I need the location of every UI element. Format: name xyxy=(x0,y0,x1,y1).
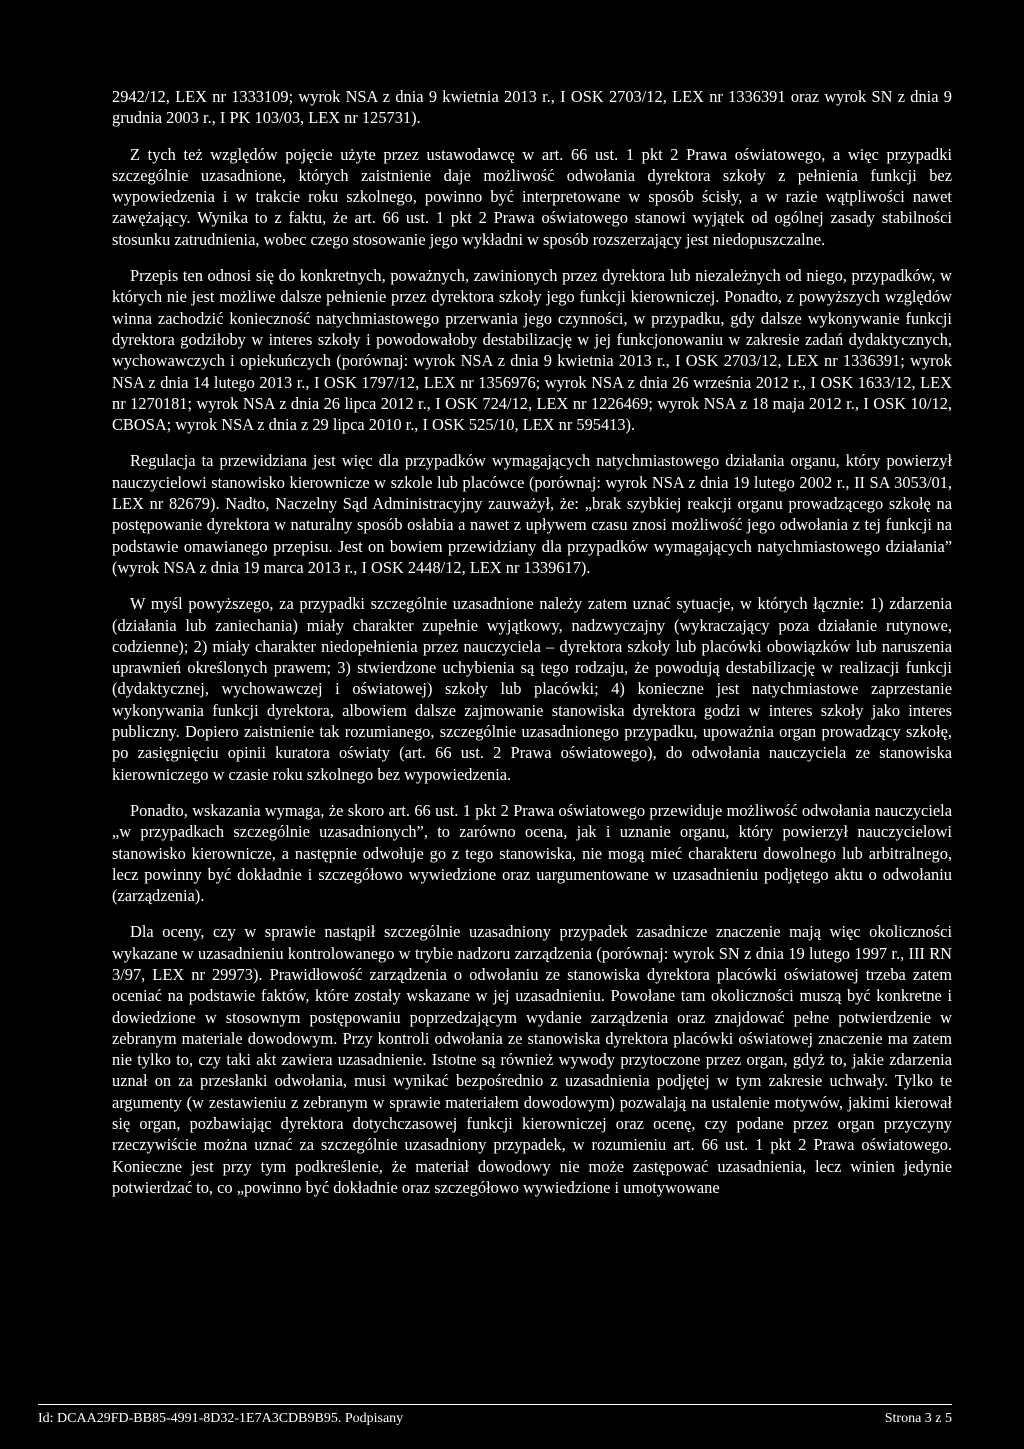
page-number: Strona 3 z 5 xyxy=(884,1411,952,1426)
paragraph-justification: Ponadto, wskazania wymaga, że skoro art. 66 ust. 1 pkt 2 Prawa oświatowego przewiduje możliwość odwołania nauczyciela „w przypadkach szczególnie uzasadnionych”, to zarówno ocena, jak i uznanie organu, który powierzył nauczycielowi stanowisko kierownicze, a następnie odwołuje go z tego stanowiska, nie mogą mieć charakteru dowolnego lub arbitralnego, lecz powinny być dokładnie i szczegółowo wywiedzione oraz uargumentowane w uzasadnieniu podjętego aktu o odwołaniu (zarządzenia). xyxy=(112,800,952,906)
document-id: Id: DCAA29FD-BB85-4991-8D32-1E7A3CDB9B95. Podpisany xyxy=(38,1411,404,1426)
paragraph-continuation: 2942/12, LEX nr 1333109; wyrok NSA z dnia 9 kwietnia 2013 r., I OSK 2703/12, LEX nr 1336391 oraz wyrok SN z dnia 9 grudnia 2003 r., I PK 103/03, LEX nr 125731). xyxy=(112,87,952,128)
paragraph-assessment: Dla oceny, czy w sprawie nastąpił szczególnie uzasadniony przypadek zasadnicze znaczenie mają więc okoliczności wykazane w uzasadnieniu kontrolowanego w trybie nadzoru zarządzenia (porównaj: wyrok SN z dnia 19 lutego 1997 r., III RN 3/97, LEX nr 29973). Prawidłowość zarządzenia o odwołaniu ze stanowiska dyrektora placówki oświatowej trzeba zatem oceniać na podstawie faktów, które zostały wskazane w jej uzasadnieniu. Powołane tam okoliczności muszą być konkretne i dowiedzione w stosownym postępowaniu poprzedzającym wydanie zarządzenia oraz znajdować pełne potwierdzenie w zebranym materiale dowodowym. Przy kontroli odwołania ze stanowiska dyrektora placówki oświatowej znaczenie ma zatem nie tylko to, czy taki akt zawiera uzasadnienie. Istotne są również wywody przytoczone przez organ, gdyż to, jakie zdarzenia uznał on za przesłanki odwołania, musi wynikać bezpośrednio z uzasadnienia podjętej w tym zakresie uchwały. Tylko te argumenty (w zestawieniu z zebranym w sprawie materiałem dowodowym) pozwalają na ustalenie motywów, jakimi kierował się organ, pozbawiając dyrektora dotychczasowej funkcji kierowniczej oraz ocenę, czy podane przez organ przyczyny rzeczywiście można uznać za szczególnie uzasadniony przypadek, w rozumieniu art. 66 ust. 1 pkt 2 Prawa oświatowego. Konieczne jest przy tym podkreślenie, że materiał dowodowy nie może zastępować uzasadnienia, lecz winien jedynie potwierdzać to, co „powinno być dokładnie oraz szczegółowo wywiedzione i umotywowane xyxy=(112,922,952,1197)
paragraph-interpretation: Z tych też względów pojęcie użyte przez ustawodawcę w art. 66 ust. 1 pkt 2 Prawa oświatowego, a więc przypadki szczególnie uzasadnione, których zaistnienie daje możliwość odwołania dyrektora szkoły z pełnienia funkcji bez wypowiedzenia i w trakcie roku szkolnego, powinno być interpretowane w sposób ścisły, a w razie wątpliwości nawet zawężający. Wynika to z faktu, że art. 66 ust. 1 pkt 2 Prawa oświatowego stanowi wyjątek od ogólnej zasady stabilności stosunku zatrudnienia, wobec czego stosowanie jego wykładni w sposób rozszerzający jest niedopuszczalne. xyxy=(112,144,952,249)
document-page xyxy=(112,86,952,1198)
paragraph-conditions: W myśl powyższego, za przypadki szczególnie uzasadnione należy zatem uznać sytuacje, w których łącznie: 1) zdarzenia (działania lub zaniechania) miały charakter zupełnie wyjątkowy, nadzwyczajny (wykraczający poza działanie rutynowe, codzienne); 2) miały charakter niedopełnienia przez nauczyciela – dyrektora szkoły lub placówki obowiązków lub naruszenia uprawnień określonych prawem; 3) stwierdzone uchybienia są tego rodzaju, że powodują destabilizację w realizacji funkcji (dydaktycznej, wychowawczej i oświatowej) szkoły lub placówki; 4) konieczne jest natychmiastowe zaprzestanie wykonywania funkcji dyrektora, albowiem dalsze zajmowanie stanowiska dyrektora godzi w interes szkoły jako interes publiczny. Dopiero zaistnienie tak rozumianego, szczególnie uzasadnionego przypadku, upoważnia organ prowadzący szkołę, po zasięgnięciu opinii kuratora oświaty (art. 66 ust. 2 Prawa oświatowego), do odwołania nauczyciela ze stanowiska kierowniczego w czasie roku szkolnego bez wypowiedzenia. xyxy=(112,594,952,784)
paragraph-regulation: Regulacja ta przewidziana jest więc dla przypadków wymagających natychmiastowego działania organu, który powierzył nauczycielowi stanowisko kierownicze w szkole lub placówce (porównaj: wyrok NSA z dnia 19 lutego 2002 r., II SA 3053/01, LEX nr 82679). Nadto, Naczelny Sąd Administracyjny zauważył, że: „brak szybkiej reakcji organu prowadzącego szkołę na postępowanie dyrektora w naturalny sposób osłabia a nawet z upływem czasu znosi możliwość jego odwołania z tej funkcji na podstawie omawianego przepisu. Jest on bowiem przewidziany dla przypadków wymagających natychmiastowego działania” (wyrok NSA z dnia 19 marca 2013 r., I OSK 2448/12, LEX nr 1339617). xyxy=(112,451,952,577)
footer-divider xyxy=(38,1404,952,1405)
paragraph-scope: Przepis ten odnosi się do konkretnych, poważnych, zawinionych przez dyrektora lub niezależnych od niego, przypadków, w których nie jest możliwe dalsze pełnienie przez dyrektora szkoły jego funkcji kierowniczej. Ponadto, z powyższych względów winna zachodzić konieczność natychmiastowego przerwania jego czynności, w przypadku, gdy dalsze wykonywanie funkcji dyrektora godziłoby w interes szkoły i powodowałoby destabilizację w jej funkcjonowaniu w zakresie zadań dydaktycznych, wychowawczych i opiekuńczych (porównaj: wyrok NSA z dnia 9 kwietnia 2013 r., I OSK 2703/12, LEX nr 1336391; wyrok NSA z dnia 14 lutego 2013 r., I OSK 1797/12, LEX nr 1356976; wyrok NSA z dnia 26 września 2012 r., I OSK 1633/12, LEX nr 1270181; wyrok NSA z dnia 26 lipca 2012 r., I OSK 724/12, LEX nr 1226469; wyrok NSA z 18 maja 2012 r., I OSK 10/12, CBOSA; wyrok NSA z dnia z 29 lipca 2010 r., I OSK 525/10, LEX nr 595413). xyxy=(112,266,952,435)
page-footer xyxy=(38,1411,952,1427)
